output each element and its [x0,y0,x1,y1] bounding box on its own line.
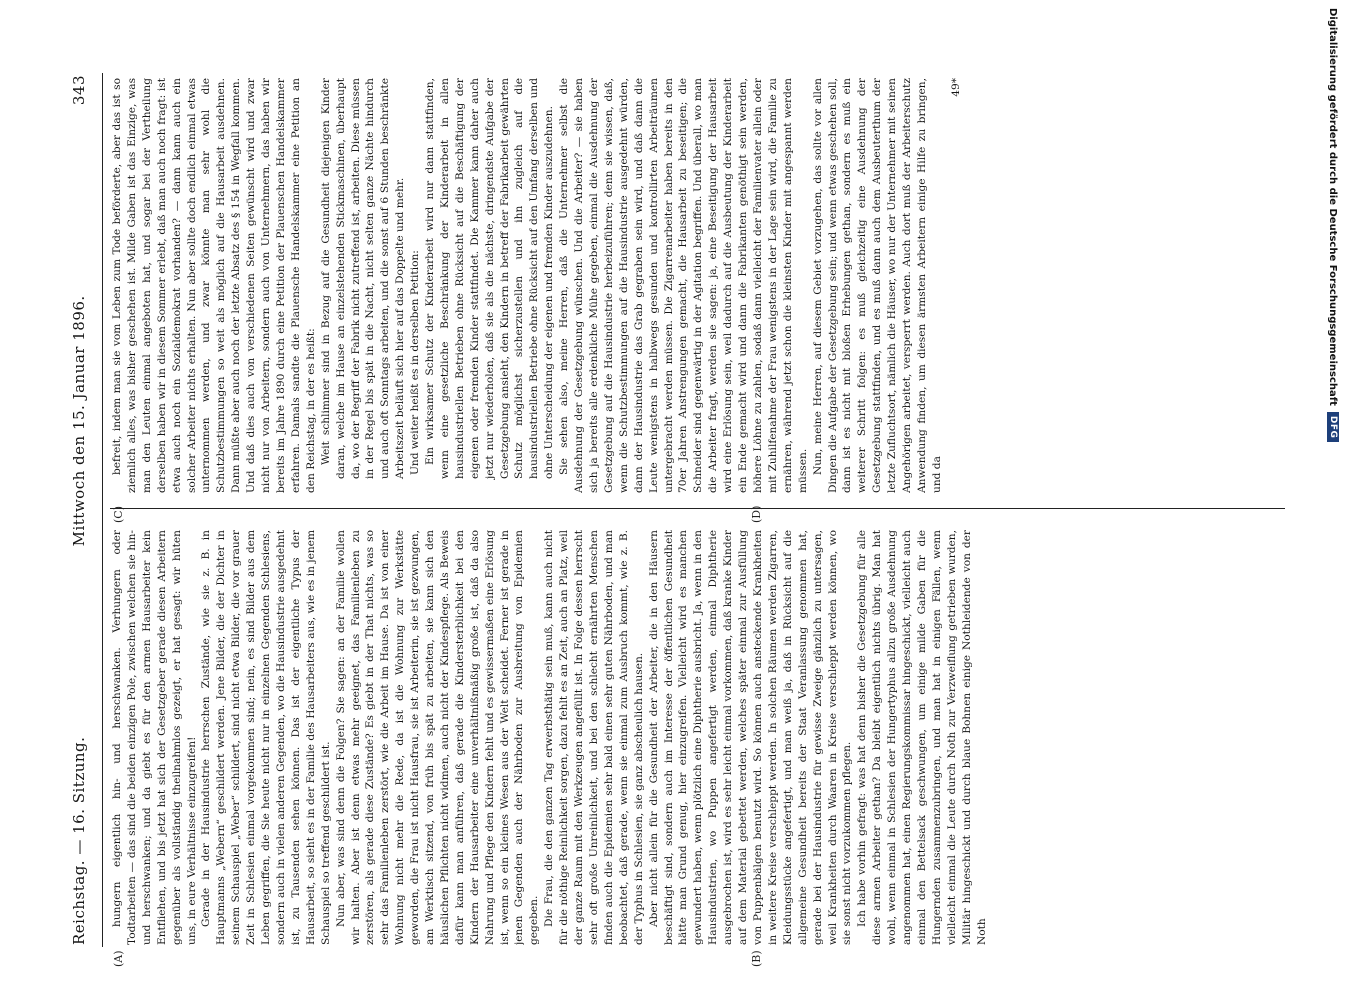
paragraph: Nun, meine Herren, auf diesem Gebiet vorzugehen, das sollte vor allen Dingen die Aufgabe der Gesetzgebung sein; und wenn etwas geschehen soll, dann ist es nicht mit bloßen Erhebungen gethan, sondern es muß ein weiterer Schritt folgen: es muß gleichzeitig eine Ausdehnung der Gesetzgebung stattfinden, und es muß dann auch dem Ausbeuterthum der letzte Zufluchtsort, nämlich die Häuser, wo nur der Unternehmer mit seinen Angehörigen arbeitet, versperrt werden. Auch dort muß der Arbeiterschutz Anwendung finden, um diesen ärmsten Arbeitern einige Hilfe zu bringen, und da [811,78,943,493]
quoted-paragraph: Ein wirksamer Schutz der Kinderarbeit wird nur dann stattfinden, wenn eine gesetzliche Beschränkung der Kinderarbeit in allen hausindustriellen Betrieben ohne Rücksicht auf die Beschäftigung der eigenen oder fremden Kinder stattfindet. Die Kammer kann daher auch jetzt nur wiederholen, daß sie als die nächste, dringendste Aufgabe der Gesetzgebung ansieht, den Kindern in betreff der Fabrikarbeit gewährten Schutz möglichst sicherzustellen und ihn zugleich auf die hausindustriellen Betriebe ohne Rücksicht auf den Umfang derselben und ohne Unterscheidung der eigenen und fremden Kinder auszudehnen. [424,78,556,479]
paragraph: Ich habe vorhin gefragt: was hat denn bisher die Gesetzgebung für alle diese armen Arbeiter gethan? Da bleibt eigentlich nichts übrig. Man hat wohl, wenn einmal in Schlesien der Hungertyphus allzu große Ausdehnung angenommen hat, einen Regierungskommissar hingeschickt, vielleicht auch einmal den Bettelsack geschwungen, um einige milde Gaben für die Hungernden zusammenzubringen, und man hat in einigen Fällen, wenn vielleicht einmal die Leute durch Noth zur Verzweiflung getrieben wurden, Militär hingeschickt und durch blaue Bohnen einige Nothleidende von der Noth [856,530,988,945]
paragraph: Und weiter heißt es in derselben Petition: [409,250,422,475]
header-date: Mittwoch den 15. Januar 1896. [70,295,88,547]
digitization-credit [1318,8,1348,993]
credit-text: Digitalisierung gefördert durch die Deutsche Forschungsgemeinschaft [1327,8,1339,406]
paragraph: Gerade in der Hausindustrie herrschen Zustände, wie sie z. B. in Hauptmanns „Webern“ geschildert werden. Jene Bilder, die der Dichter in seinem Schauspiel „Weber“ schildert, sind nicht etwa Bilder, die vor grauer Zeit in Schlesien einmal vorgekommen sind; nein, es sind Bilder aus dem Leben gegriffen, die Sie heute nicht nur in einzelnen Gegenden Schlesiens, sondern auch in vielen anderen Gegenden, wo die Hausindustrie ausgedehnt ist, zu Tausenden sehen können. Das ist der eigentliche Typus der Hausarbeit, so sieht es in der Familie des Hausarbeiters aus, wie es in jenem Schauspiel so treffend geschildert ist. [200,530,332,945]
dfg-logo: DFG [1327,412,1339,443]
signature-mark: 49* [949,78,962,97]
margin-marker-b: (B) [750,950,763,967]
rotated-page [50,45,1300,975]
text-column-right [110,78,1280,493]
margin-marker-a: (A) [112,950,125,967]
paragraph: Aber nicht allein für die Gesundheit der Arbeiter, die in den Häusern beschäftigt sind, sondern auch im Interesse der öffentlichen Gesundheit hätte man Grund genug, hier einzugreifen. Vielleicht wird es manchen gewundert haben, wenn plötzlich eine Diphtherie ausbricht. Ja, wenn in den Hausindustrien, wo Puppen angefertigt werden, einmal Diphtherie ausgebrochen ist, wird es sehr leicht einmal vorkommen, daß kranke Kinder auf dem Material gebettet werden, welches später einmal zur Ausfüllung von Puppenbälgen benutzt wird. So können auch ansteckende Krankheiten in weitere Kreise verschleppt werden. In solchen Räumen werden Zigarren, Kleidungsstücke angefertigt, und man weiß ja, daß in Rücksicht auf die allgemeine Gesundheit bereits der Staat Veranlassung genommen hat, gerade bei der Hausindustrie für gewisse Zweige gänzlich zu untersagen, weil Krankheiten durch Waaren in Kreise verschleppt werden können, wo sie sonst nicht vorzukommen pflegen. [647,530,854,945]
header-left: Reichstag. — 16. Sitzung. [70,736,88,945]
column-divider [110,508,1285,509]
page-number: 343 [70,75,88,106]
paragraph: Sie sehen also, meine Herren, daß die Unternehmer selbst die Ausdehnung der Gesetzgebung wünschen. Und die Arbeiter? — sie haben sich ja bereits alle erdenkliche Mühe gegeben, einmal die Ausdehnung der Gesetzgebung auf die Hausindustrie herbeizuführen; denn sie wissen, daß, wenn die Schutzbestimmungen auf die Hausindustrie ausgedehnt würden, dann der Hausindustrie das Grab gegraben sein wird, und daß dann die Leute wenigstens in halbwegs gesunden und kontrollirten Arbeiträumen untergebracht werden müssen. Die Zigarrenarbeiter haben bereits in den 70er Jahren Anstrengungen gemacht, die Hausarbeit zu beseitigen; die Schneider sind gegenwärtig in der Agitation begriffen. Und überall, wo man die Arbeiter fragt, werden sie sagen: ja, eine Beseitigung der Hausarbeit wird eine Erlösung sein, weil dadurch auf die Ausbeutung der Kinderarbeit ein Ende gemacht wird und dann die Fabrikanten genöthigt sein werden, höhere Löhne zu zahlen, sodaß dann vielleicht der Familienvater allein oder mit Zuhilfenahme der Frau wenigstens in der Lage sein wird, die Familie zu ernähren, während jetzt schon die kleinsten Kinder mit angespannt werden müssen. [558,78,809,493]
paragraph: Die Frau, die den ganzen Tag erwerbsthätig sein muß, kann auch nicht für die nöthige Reinlichkeit sorgen, dazu fehlt es an Zeit, auch an Platz, weil der ganze Raum mit den Werkzeugen angefüllt ist. In Folge dessen herrscht sehr oft große Unreinlichkeit, und bei den schlecht ernährten Menschen finden auch die Epidemien sehr bald einen sehr guten Nährboden, und man beobachtet, daß gerade, wenn sie einmal zum Ausbruch kommt, wie z. B. der Typhus in Schlesien, sie ganz abscheulich hausen. [543,530,645,945]
text-column-left [110,530,1280,945]
paragraph: befreit, indem man sie vom Leben zum Tode beförderte, aber das ist so ziemlich alles, was bisher geschehen ist. Milde Gaben ist das Einzige, was man den Leuten einmal angeboten hat, und sogar bei der Vertheilung derselben haben wir in diesem Sommer erlebt, daß man auch noch fragt: ist etwa auch noch ein Sozialdemokrat vorhanden? — dann kann auch ein solcher Arbeiter nichts erhalten. Nun aber sollte doch endlich einmal etwas unternommen werden, und zwar könnte man sehr wohl die Schutzbestimmungen so weit als möglich auf die Hausarbeit ausdehnen. Dann müßte aber auch noch der letzte Absatz des § 154 in Wegfall kommen. Und daß dies auch von verschiedenen Seiten gewünscht wird und zwar nicht nur von Arbeitern, sondern auch von Unternehmern, das haben wir bereits im Jahre 1890 durch eine Petition der Plauenschen Handelskammer erfahren. Damals sandte die Plauensche Handelskammer eine Petition an den Reichstag, in der es heißt: [111,78,317,493]
header-rule [102,73,103,947]
quoted-paragraph: Weit schlimmer sind in Bezug auf die Gesundheit diejenigen Kinder daran, welche im Hause an einzelstehenden Stickmaschinen, überhaupt da, wo der Begriff der Fabrik nicht zutreffend ist, arbeiten. Diese müssen in der Regel bis spät in die Nacht, nicht selten ganze Nächte hindurch und auch oft Sonntags arbeiten, und die sonst auf 6 Stunden beschränkte Arbeitszeit beläuft sich hier auf das Doppelte und mehr. [319,78,407,479]
paragraph: Nun aber, was sind denn die Folgen? Sie sagen: an der Familie wollen wir halten. Aber ist denn etwas mehr geeignet, das Familienleben zu zerstören, als gerade diese Zustände? Es giebt in der That nichts, was so sehr das Familienleben zerstört, wie die Arbeit im Hause. Da ist von einer Wohnung nicht mehr die Rede, da ist die Wohnung zur Werkstätte geworden, die Frau ist nicht Hausfrau, sie ist Arbeiterin, sie ist gezwungen, am Werktisch sitzend, von früh bis spät zu arbeiten, sie kann sich den häuslichen Pflichten nicht widmen, auch nicht der Kindespflege. Als Beweis dafür kann man anführen, daß gerade die Kindersterblichkeit bei den Kindern der Hausarbeiter eine unverhältnißmäßig große ist, daß da also Nahrung und Pflege den Kindern fehlt und es gewissermaßen eine Erlösung ist, wenn so ein kleines Wesen aus der Welt scheidet. Ferner ist gerade in jenen Gegenden auch der Nährboden zur Ausbreitung von Epidemien gegeben. [334,530,541,945]
running-head [60,75,98,945]
margin-marker-d: (D) [750,505,763,523]
margin-marker-c: (C) [112,506,125,523]
paragraph: hungern eigentlich hin- und herschwanken. Verhungern oder Todtarbeiten — das sind die beiden einzigen Pole, zwischen welchen sie hin- und herschwanken; und da giebt es für den armen Hausarbeiter kein Entfliehen, und bis jetzt hat sich der Gesetzgeber gerade diesen Arbeitern gegenüber als vollständig theilnahmlos gezeigt, er hat gesagt: wir hüten uns, in eure Verhältnisse einzugreifen! [111,530,198,945]
